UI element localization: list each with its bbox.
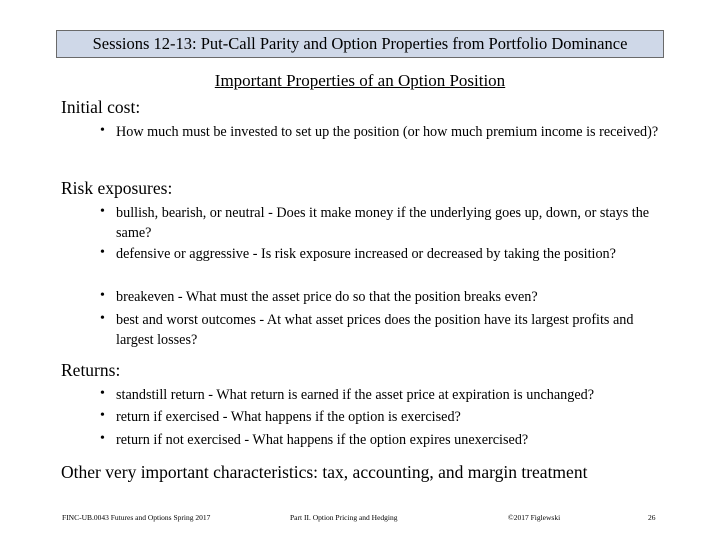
bullet-best-worst bbox=[100, 310, 670, 350]
bullet-icon: • bbox=[100, 245, 105, 260]
section-heading-risk-exposures: Risk exposures: bbox=[61, 178, 173, 198]
section-heading-returns: Returns: bbox=[61, 360, 121, 380]
bullet-text: breakeven - What must the asset price do so that the position breaks even? bbox=[116, 289, 538, 305]
bullet-icon: • bbox=[100, 431, 105, 446]
closing-statement: Other very important characteristics: tax, accounting, and margin treatment bbox=[61, 462, 588, 482]
bullet-icon: • bbox=[100, 311, 105, 326]
bullet-breakeven bbox=[100, 287, 670, 307]
bullet-text: standstill return - What return is earned if the asset price at expiration is unchanged? bbox=[116, 387, 595, 403]
bullet-icon: • bbox=[100, 408, 105, 423]
bullet-icon: • bbox=[100, 123, 105, 138]
bullet-not-exercised bbox=[100, 430, 670, 450]
bullet-defensive-aggressive bbox=[100, 244, 670, 264]
slide-title-bar bbox=[56, 30, 664, 58]
bullet-text: best and worst outcomes - At what asset prices does the position have its largest profits and largest losses? bbox=[116, 312, 634, 348]
bullet-standstill bbox=[100, 385, 670, 405]
bullet-text: return if exercised - What happens if the option is exercised? bbox=[116, 409, 461, 425]
bullet-exercised bbox=[100, 407, 670, 427]
bullet-text: How much must be invested to set up the position (or how much premium income is received)? bbox=[116, 124, 659, 140]
footer-part: Part II. Option Pricing and Hedging bbox=[290, 513, 398, 522]
bullet-initial-cost bbox=[100, 122, 670, 142]
slide-subtitle: Important Properties of an Option Position bbox=[214, 71, 506, 90]
footer-copyright: ©2017 Figlewski bbox=[508, 513, 561, 522]
bullet-text: return if not exercised - What happens if the option expires unexercised? bbox=[116, 432, 529, 448]
bullet-bullish-bearish bbox=[100, 203, 670, 243]
slide-title: Sessions 12-13: Put-Call Parity and Option Properties from Portfolio Dominance bbox=[92, 34, 628, 53]
footer-course: FINC-UB.0043 Futures and Options Spring 2017 bbox=[62, 513, 211, 522]
bullet-icon: • bbox=[100, 386, 105, 401]
footer-page-number: 26 bbox=[648, 513, 656, 522]
bullet-text: bullish, bearish, or neutral - Does it make money if the underlying goes up, down, or stays the same? bbox=[116, 205, 650, 241]
bullet-text: defensive or aggressive - Is risk exposure increased or decreased by taking the position? bbox=[116, 246, 616, 262]
bullet-icon: • bbox=[100, 288, 105, 303]
bullet-icon: • bbox=[100, 204, 105, 219]
section-heading-initial-cost: Initial cost: bbox=[61, 97, 141, 117]
